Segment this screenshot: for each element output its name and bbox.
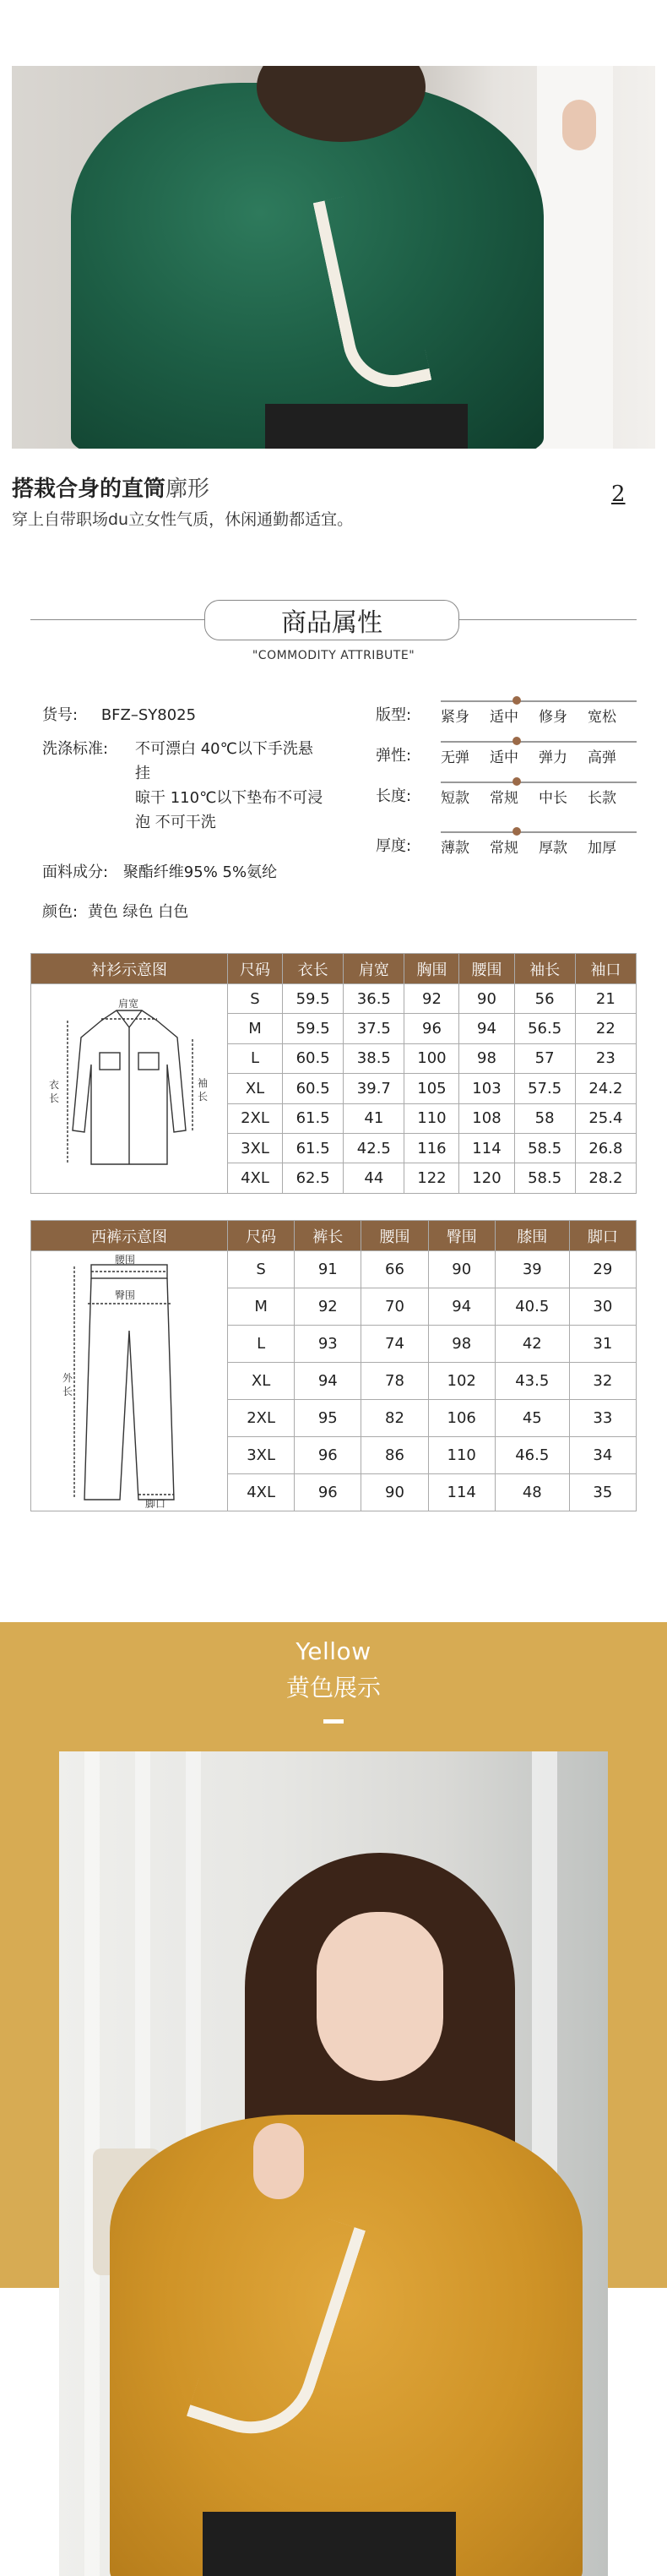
table-cell: 60.5 xyxy=(283,1074,344,1103)
scale-option: 紧身 xyxy=(441,709,469,726)
yellow-product-photo xyxy=(59,1751,608,2576)
pants-diagram xyxy=(31,1251,228,1511)
table-cell: 95 xyxy=(295,1400,361,1437)
scale-option: 长款 xyxy=(588,790,616,807)
table-cell: 114 xyxy=(459,1133,514,1163)
table-cell: 44 xyxy=(344,1163,404,1193)
table-cell: 108 xyxy=(459,1103,514,1133)
scale-selected-dot xyxy=(512,737,521,745)
table-cell: 39.7 xyxy=(344,1074,404,1103)
scale-label: 版型: xyxy=(376,706,412,724)
wash-line: 不可漂白 40℃以下手洗悬 xyxy=(135,740,313,758)
table-cell: 92 xyxy=(404,984,459,1014)
table-cell: 37.5 xyxy=(344,1014,404,1043)
table-cell: 41 xyxy=(344,1103,404,1133)
table-cell: S xyxy=(228,984,283,1014)
table-header-row xyxy=(31,1221,637,1251)
col-header: 裤长 xyxy=(295,1221,361,1251)
pants-shape xyxy=(265,404,468,449)
scale-option: 厚款 xyxy=(539,840,567,857)
table-cell: M xyxy=(228,1014,283,1043)
pants-size-table xyxy=(30,1220,637,1511)
table-cell: 94 xyxy=(459,1014,514,1043)
hand-shape xyxy=(562,100,596,150)
table-cell: 45 xyxy=(495,1400,569,1437)
fabric-row xyxy=(42,860,277,885)
table-cell: 3XL xyxy=(228,1133,283,1163)
table-cell: 28.2 xyxy=(575,1163,636,1193)
table-cell: 58.5 xyxy=(514,1133,575,1163)
table-cell: 92 xyxy=(295,1288,361,1326)
table-cell: 105 xyxy=(404,1074,459,1103)
scale-option: 常规 xyxy=(490,790,518,807)
wash-instructions xyxy=(135,737,323,835)
shirt-sketch xyxy=(32,987,226,1190)
scale-track xyxy=(441,782,637,783)
scale-selected-dot xyxy=(512,777,521,786)
col-header: 尺码 xyxy=(228,1221,295,1251)
table-cell: 114 xyxy=(428,1474,495,1511)
table-cell: 74 xyxy=(361,1326,428,1363)
green-shirt-shape xyxy=(71,83,544,449)
diagram-label: 腰围 xyxy=(115,1254,136,1266)
table-cell: 21 xyxy=(575,984,636,1014)
scale-selected-dot xyxy=(512,696,521,705)
table-cell: 48 xyxy=(495,1474,569,1511)
table-cell: 91 xyxy=(295,1251,361,1288)
scale-option: 薄款 xyxy=(441,840,469,857)
scale-option: 适中 xyxy=(490,749,518,766)
col-header: 膝围 xyxy=(495,1221,569,1251)
shirt-size-table xyxy=(30,953,637,1194)
table-cell: 100 xyxy=(404,1043,459,1073)
item-number-value: BFZ–SY8025 xyxy=(100,706,197,724)
table-cell: 57.5 xyxy=(514,1074,575,1103)
scale-options xyxy=(431,705,626,726)
table-cell: 82 xyxy=(361,1400,428,1437)
scale-option: 修身 xyxy=(539,709,567,726)
table-cell: 90 xyxy=(428,1251,495,1288)
diagram-label: 长 xyxy=(49,1092,60,1105)
pants-shape xyxy=(203,2512,456,2576)
table-cell: 90 xyxy=(459,984,514,1014)
title-divider xyxy=(323,1719,344,1724)
table-cell: 106 xyxy=(428,1400,495,1437)
table-cell: 94 xyxy=(428,1288,495,1326)
table-cell: 29 xyxy=(569,1251,636,1288)
diagram-label: 衣 xyxy=(49,1079,60,1092)
table-cell: 42 xyxy=(495,1326,569,1363)
table-cell: 39 xyxy=(495,1251,569,1288)
col-header: 腰围 xyxy=(361,1221,428,1251)
table-cell: 90 xyxy=(361,1474,428,1511)
scale-selected-dot xyxy=(512,827,521,836)
table-cell: 23 xyxy=(575,1043,636,1073)
shirt-diagram xyxy=(31,984,228,1194)
table-cell: 26.8 xyxy=(575,1133,636,1163)
scale-options xyxy=(431,786,626,807)
pants-illus-header: 西裤示意图 xyxy=(31,1221,228,1251)
col-header: 袖口 xyxy=(575,954,636,984)
scale-option: 弹力 xyxy=(539,749,567,766)
table-cell: S xyxy=(228,1251,295,1288)
table-cell: 32 xyxy=(569,1363,636,1400)
tagline-subtitle: 穿上自带职场du立女性气质，休闲通勤都适宜。 xyxy=(12,510,354,529)
table-cell: 46.5 xyxy=(495,1437,569,1474)
yellow-title-zh: 黄色展示 xyxy=(285,1674,381,1702)
wash-line: 晾干 110℃以下垫布不可浸 xyxy=(135,789,323,807)
table-cell: 30 xyxy=(569,1288,636,1326)
scale-options xyxy=(431,745,626,766)
table-cell: 78 xyxy=(361,1363,428,1400)
attribute-heading: 商品属性 xyxy=(204,600,459,640)
color-row xyxy=(42,900,188,924)
wash-line: 泡 不可干洗 xyxy=(135,814,216,831)
table-cell: 59.5 xyxy=(283,984,344,1014)
scale-track xyxy=(441,700,637,702)
table-cell: L xyxy=(228,1326,295,1363)
scale-option: 常规 xyxy=(490,840,518,857)
scale-track xyxy=(441,831,637,833)
table-cell: 96 xyxy=(295,1474,361,1511)
tagline-title-light: 廓形 xyxy=(165,477,210,502)
table-cell: 31 xyxy=(569,1326,636,1363)
item-number-row xyxy=(42,703,196,727)
table-cell: 96 xyxy=(295,1437,361,1474)
table-cell: 4XL xyxy=(228,1163,283,1193)
table-row xyxy=(31,984,637,1014)
tagline-title-bold: 搭栽合身的直筒 xyxy=(12,477,166,502)
table-cell: 61.5 xyxy=(283,1133,344,1163)
table-cell: 35 xyxy=(569,1474,636,1511)
diagram-label: 肩宽 xyxy=(118,998,139,1010)
table-cell: 2XL xyxy=(228,1400,295,1437)
diagram-label: 长 xyxy=(62,1385,73,1397)
heading-rule-left xyxy=(30,619,204,620)
table-cell: 98 xyxy=(459,1043,514,1073)
scale-option: 高弹 xyxy=(588,749,616,766)
diagram-label: 脚口 xyxy=(145,1497,166,1508)
table-cell: 43.5 xyxy=(495,1363,569,1400)
yellow-title-en: Yellow xyxy=(296,1637,371,1665)
table-cell: 56 xyxy=(514,984,575,1014)
page-number: 2 xyxy=(611,482,626,507)
color-value: 黄色 绿色 白色 xyxy=(87,903,189,921)
table-cell: 3XL xyxy=(228,1437,295,1474)
table-cell: 2XL xyxy=(228,1103,283,1133)
scale-option: 加厚 xyxy=(588,840,616,857)
diagram-label: 臀围 xyxy=(115,1288,136,1301)
col-header: 袖长 xyxy=(514,954,575,984)
wash-line: 挂 xyxy=(135,765,150,782)
table-cell: 94 xyxy=(295,1363,361,1400)
col-header: 衣长 xyxy=(283,954,344,984)
col-header: 胸围 xyxy=(404,954,459,984)
shirt-illus-header: 衬衫示意图 xyxy=(31,954,228,984)
table-cell: 93 xyxy=(295,1326,361,1363)
col-header: 脚口 xyxy=(569,1221,636,1251)
table-cell: 59.5 xyxy=(283,1014,344,1043)
table-header-row xyxy=(31,954,637,984)
table-cell: 110 xyxy=(404,1103,459,1133)
table-cell: 110 xyxy=(428,1437,495,1474)
fabric-label: 面料成分: xyxy=(42,863,109,881)
table-cell: 66 xyxy=(361,1251,428,1288)
heading-rule-right xyxy=(458,619,637,620)
scale-label: 长度: xyxy=(376,787,412,805)
scale-option: 短款 xyxy=(441,790,469,807)
scale-options xyxy=(431,836,626,857)
col-header: 臀围 xyxy=(428,1221,495,1251)
table-cell: XL xyxy=(228,1074,283,1103)
scale-track xyxy=(441,741,637,743)
table-cell: 103 xyxy=(459,1074,514,1103)
table-cell: 33 xyxy=(569,1400,636,1437)
item-number-label: 货号: xyxy=(42,706,79,724)
table-cell: 120 xyxy=(459,1163,514,1193)
diagram-label: 外 xyxy=(62,1371,73,1384)
diagram-label: 长 xyxy=(198,1091,209,1103)
table-cell: 4XL xyxy=(228,1474,295,1511)
table-cell: 42.5 xyxy=(344,1133,404,1163)
tagline-title xyxy=(12,471,209,503)
table-cell: 70 xyxy=(361,1288,428,1326)
table-cell: M xyxy=(228,1288,295,1326)
table-cell: 36.5 xyxy=(344,984,404,1014)
attribute-heading-en: "COMMODITY ATTRIBUTE" xyxy=(252,649,415,662)
table-cell: 22 xyxy=(575,1014,636,1043)
hand-shape xyxy=(253,2123,304,2199)
table-cell: 24.2 xyxy=(575,1074,636,1103)
table-cell: XL xyxy=(228,1363,295,1400)
table-cell: 62.5 xyxy=(283,1163,344,1193)
hero-product-photo xyxy=(12,66,655,449)
col-header: 腰围 xyxy=(459,954,514,984)
color-label: 颜色: xyxy=(42,903,79,921)
scale-label: 厚度: xyxy=(376,837,412,855)
yellow-blouse-shape xyxy=(110,2115,583,2576)
table-cell: 40.5 xyxy=(495,1288,569,1326)
table-cell: 60.5 xyxy=(283,1043,344,1073)
table-cell: L xyxy=(228,1043,283,1073)
table-cell: 116 xyxy=(404,1133,459,1163)
table-cell: 58 xyxy=(514,1103,575,1133)
table-cell: 61.5 xyxy=(283,1103,344,1133)
pants-sketch xyxy=(32,1255,226,1508)
fabric-value: 聚酯纤维95% 5%氨纶 xyxy=(122,863,278,881)
table-cell: 38.5 xyxy=(344,1043,404,1073)
col-header: 尺码 xyxy=(228,954,283,984)
table-cell: 102 xyxy=(428,1363,495,1400)
table-cell: 58.5 xyxy=(514,1163,575,1193)
table-cell: 98 xyxy=(428,1326,495,1363)
wash-label: 洗涤标准: xyxy=(42,740,109,758)
table-cell: 96 xyxy=(404,1014,459,1043)
diagram-label: 袖 xyxy=(198,1077,209,1090)
scale-option: 适中 xyxy=(490,709,518,726)
scale-option: 宽松 xyxy=(588,709,616,726)
table-cell: 34 xyxy=(569,1437,636,1474)
scale-label: 弹性: xyxy=(376,747,412,765)
table-cell: 25.4 xyxy=(575,1103,636,1133)
table-cell: 86 xyxy=(361,1437,428,1474)
scale-option: 中长 xyxy=(539,790,567,807)
model-face-shape xyxy=(317,1912,443,2081)
scale-option: 无弹 xyxy=(441,749,469,766)
table-cell: 56.5 xyxy=(514,1014,575,1043)
table-cell: 122 xyxy=(404,1163,459,1193)
table-row xyxy=(31,1251,637,1288)
col-header: 肩宽 xyxy=(344,954,404,984)
table-cell: 57 xyxy=(514,1043,575,1073)
